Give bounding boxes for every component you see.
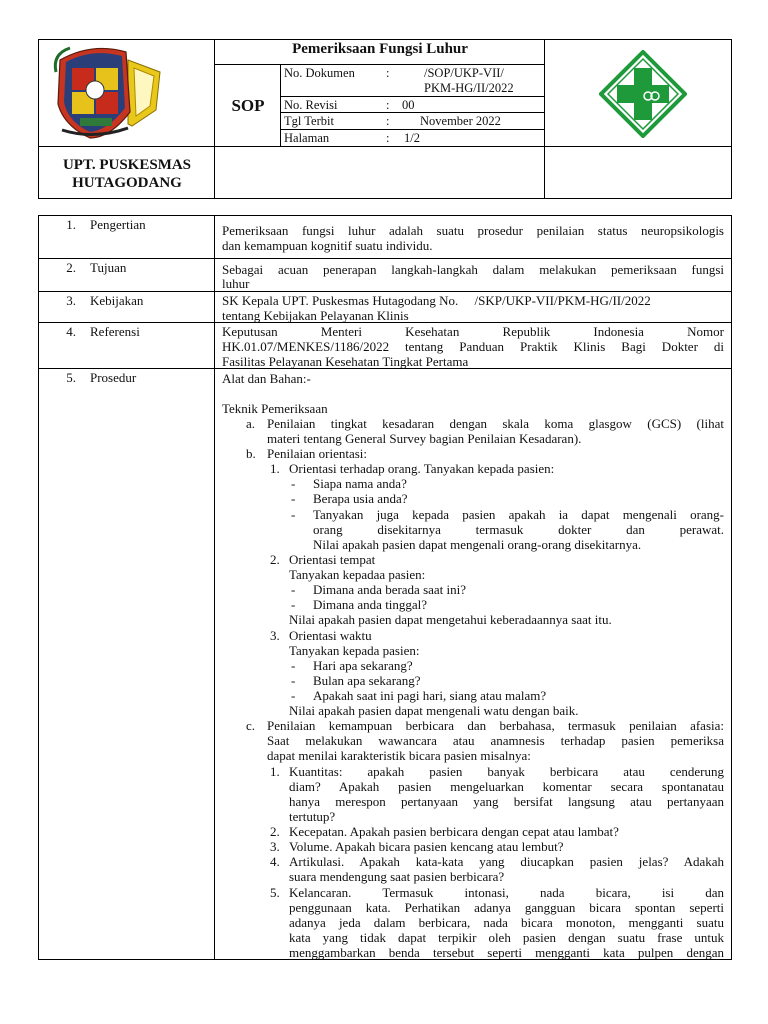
list-item-text: Nilai apakah pasien dapat mengetahui keberadaannya saat itu. — [289, 612, 612, 627]
row-text-line: SK Kepala UPT. Puskesmas Hutagodang No. /SKP/UKP-VII/PKM-HG/II/2022 — [222, 293, 651, 308]
meta-separator: : — [386, 131, 390, 145]
list-item-text: Volume. Apakah bicara pasien kencang atau lembut? — [289, 839, 564, 854]
list-item-text: Dimana anda berada saat ini? — [313, 582, 467, 597]
list-item-text: Tanyakan juga kepada pasien apakah ia dapat mengenali orang- — [313, 507, 724, 522]
list-item-text: Dimana anda tinggal? — [313, 597, 428, 612]
header-divider — [214, 39, 215, 199]
list-item-text: orang disekitarnya termasuk dokter dan perawat. — [313, 522, 724, 537]
list-item-text: Saat melakukan wawancara atau anamnesis terhadap pasien pemeriksa — [267, 733, 724, 748]
meta-label-tgl-terbit: Tgl Terbit — [284, 114, 334, 128]
bullet-dash: - — [291, 476, 296, 491]
row-text-line: Pemeriksaan fungsi luhur adalah suatu prosedur penilaian status neuropsikologis — [222, 223, 724, 238]
meta-value-no-dokumen: /SOP/UKP-VII/ — [424, 66, 504, 80]
sop-label: SOP — [231, 96, 265, 115]
regency-emblem-logo — [50, 42, 165, 142]
row-label-tujuan: Tujuan — [90, 260, 127, 275]
row-text-line: luhur — [222, 276, 250, 291]
list-item-text: Kuantitas: apakah pasien banyak berbicara atau cenderung — [289, 764, 724, 779]
bullet-dash: - — [291, 688, 296, 703]
puskesmas-cross-logo — [599, 50, 687, 138]
header-divider — [214, 64, 544, 65]
table-row-divider — [38, 291, 732, 292]
bullet-dash: - — [291, 597, 296, 612]
list-item-text: Artikulasi. Apakah kata-kata yang diucapkan pasien jelas? Adakah — [289, 854, 724, 869]
bullet-dash: - — [291, 673, 296, 688]
list-marker: 3. — [270, 628, 280, 643]
bullet-dash: - — [291, 491, 296, 506]
list-marker: 1. — [270, 461, 280, 476]
bullet-dash: - — [291, 507, 296, 522]
organization-name — [40, 156, 214, 192]
list-marker: b. — [246, 446, 256, 461]
list-item-text: Kelancaran. Termasuk intonasi, nada bicara, isi dan — [289, 885, 724, 900]
list-marker: c. — [246, 718, 256, 733]
bullet-dash: - — [291, 582, 296, 597]
row-text-line: Sebagai acuan penerapan langkah-langkah dalam melakukan pemeriksaan fungsi — [222, 262, 724, 277]
row-number: 1. — [66, 217, 76, 232]
row-label-referensi: Referensi — [90, 324, 140, 339]
row-number: 3. — [66, 293, 76, 308]
table-column-divider — [214, 215, 215, 960]
row-text-line: dan kemampuan kognitif suatu individu. — [222, 238, 433, 253]
header-divider — [280, 112, 544, 113]
list-item-text: Penilaian kemampuan berbicara dan berbahasa, termasuk penilaian afasia: — [267, 718, 724, 733]
row-label-pengertian: Pengertian — [90, 217, 146, 232]
row-label-kebijakan: Kebijakan — [90, 293, 144, 308]
organization-name-line: UPT. PUSKESMAS — [62, 157, 192, 173]
list-marker: 3. — [270, 839, 280, 854]
alat-bahan-text: Alat dan Bahan:- — [222, 371, 311, 386]
list-item-text: diam? Apakah pasien mengeluarkan komentar secara spontanatau — [289, 779, 724, 794]
list-item-text: Orientasi waktu — [289, 628, 372, 643]
list-item-text: Berapa usia anda? — [313, 491, 408, 506]
row-number: 4. — [66, 324, 76, 339]
list-item-text: adanya jeda dalam berbicara, nada bicara monoton, mengganti suatu — [289, 915, 724, 930]
table-row-divider — [38, 258, 732, 259]
list-item-text: Orientasi tempat — [289, 552, 376, 567]
row-text-line: Fasilitas Pelayanan Kesehatan Tingkat Pertama — [222, 354, 469, 369]
list-item-text: Orientasi terhadap orang. Tanyakan kepada pasien: — [289, 461, 555, 476]
row-number: 5. — [66, 370, 76, 385]
list-item-text: penggunaan kata. Perhatikan adanya gangguan bicara spontan seperti — [289, 900, 724, 915]
meta-label-halaman: Halaman — [284, 131, 330, 145]
row-number: 2. — [66, 260, 76, 275]
bullet-dash: - — [291, 658, 296, 673]
header-divider — [544, 39, 545, 199]
meta-label-no-revisi: No. Revisi — [284, 98, 338, 112]
meta-value-halaman: 1/2 — [404, 131, 420, 145]
list-item-text: Nilai apakah pasien dapat mengenali orang-orang disekitarnya. — [313, 537, 642, 552]
list-item-text: materi tentang General Survey bagian Penilaian Kesadaran). — [267, 431, 582, 446]
list-item-text: menggambarkan benda tersebut seperti mengganti kata pulpen dengan — [289, 945, 724, 959]
meta-separator: : — [386, 66, 390, 80]
meta-separator: : — [386, 114, 390, 128]
list-item-text: dapat menilai karakteristik bicara pasien misalnya: — [267, 748, 531, 763]
list-item-text: Penilaian tingkat kesadaran dengan skala koma glasgow (GCS) (lihat — [267, 416, 724, 431]
header-divider — [280, 64, 281, 146]
list-item-text: Siapa nama anda? — [313, 476, 407, 491]
teknik-heading: Teknik Pemeriksaan — [222, 401, 328, 416]
organization-name-line: HUTAGODANG — [72, 175, 182, 191]
list-item-text: Apakah saat ini pagi hari, siang atau malam? — [313, 688, 547, 703]
meta-separator: : — [386, 98, 390, 112]
list-item-text: tertutup? — [289, 809, 336, 824]
header-divider — [280, 96, 544, 97]
list-item-text: Bulan apa sekarang? — [313, 673, 421, 688]
list-item-text: Nilai apakah pasien dapat mengenali watu dengan baik. — [289, 703, 579, 718]
list-item-text: Penilaian orientasi: — [267, 446, 368, 461]
meta-value-no-dokumen: PKM-HG/II/2022 — [424, 81, 514, 95]
list-marker: 2. — [270, 552, 280, 567]
header-divider — [38, 146, 732, 147]
meta-value-tgl-terbit: November 2022 — [420, 114, 501, 128]
header-divider — [280, 129, 544, 130]
row-text-line: Keputusan Menteri Kesehatan Republik Indonesia Nomor — [222, 324, 724, 339]
meta-label-no-dokumen: No. Dokumen — [284, 66, 355, 80]
document-title: Pemeriksaan Fungsi Luhur — [292, 41, 468, 57]
list-item-text: suara mendengung saat pasien berbicara? — [289, 869, 505, 884]
list-item-text: Tanyakan kepadaa pasien: — [289, 567, 426, 582]
meta-value-no-revisi: 00 — [402, 98, 415, 112]
list-marker: 5. — [270, 885, 280, 900]
list-item-text: Hari apa sekarang? — [313, 658, 413, 673]
row-label-prosedur: Prosedur — [90, 370, 137, 385]
list-item-text: Kecepatan. Apakah pasien berbicara dengan cepat atau lambat? — [289, 824, 619, 839]
row-text-line: HK.01.07/MENKES/1186/2022 tentang Panduan Praktik Klinis Bagi Dokter di — [222, 339, 724, 354]
row-text-line: tentang Kebijakan Pelayanan Klinis — [222, 308, 409, 323]
list-marker: a. — [246, 416, 256, 431]
list-item-text: Tanyakan kepada pasien: — [289, 643, 420, 658]
list-marker: 4. — [270, 854, 280, 869]
list-item-text: kata yang tidak dapat terpikir oleh pasien dengan suatu frase untuk — [289, 930, 724, 945]
list-item-text: hanya merespon pertanyaan yang bersifat langsung atau pertanyaan — [289, 794, 724, 809]
list-marker: 2. — [270, 824, 280, 839]
list-marker: 1. — [270, 764, 280, 779]
